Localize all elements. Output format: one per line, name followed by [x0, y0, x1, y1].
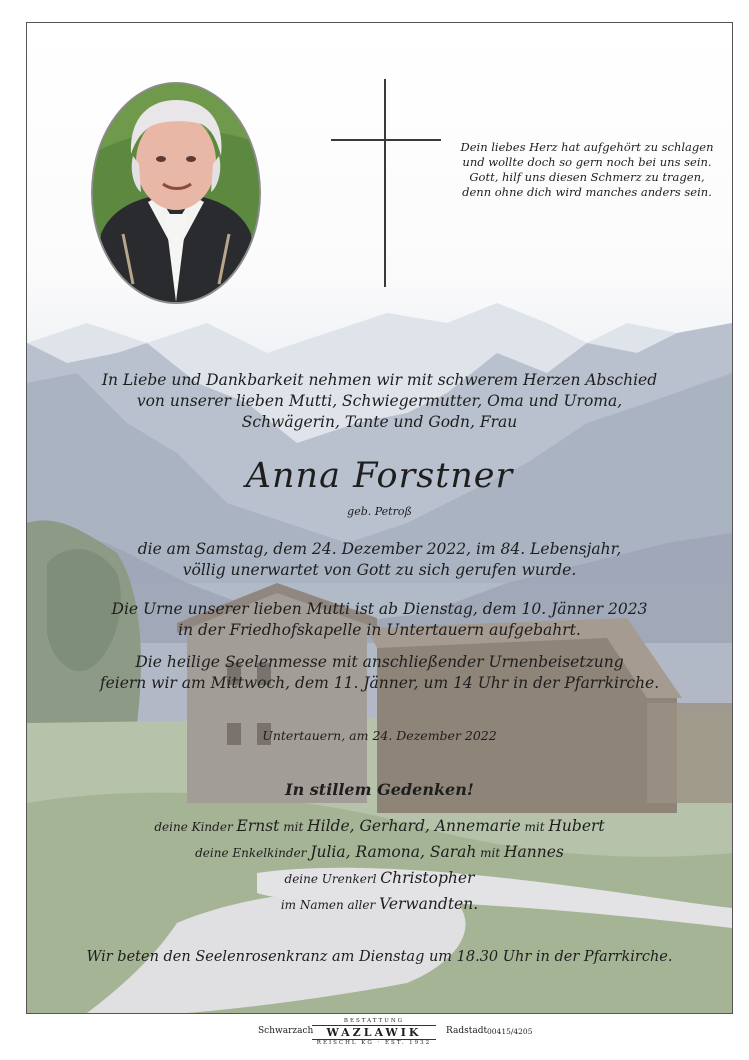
logo-top-text: BESTATTUNG: [343, 1018, 405, 1024]
intro-line: Schwägerin, Tante und Godn, Frau: [241, 413, 518, 431]
funeral-home-logo: [312, 1018, 436, 1047]
partner-name: Hubert: [548, 817, 605, 835]
birth-name: geb. Petroß: [347, 505, 412, 518]
intro-text: [27, 370, 732, 433]
memorial-verse: [447, 140, 727, 200]
conjunction: mit: [480, 846, 501, 860]
footer-location-left: Schwarzach: [258, 1026, 314, 1036]
family-list: [27, 814, 732, 918]
family-prefix: deine Kinder: [154, 820, 233, 834]
obituary-card: [26, 22, 733, 1014]
notice-line: die am Samstag, dem 24. Dezember 2022, im 84. Lebensjahr,: [137, 540, 622, 558]
child-names: Hilde, Gerhard, Annemarie: [307, 817, 521, 835]
footer-reference-number: 00415/4205: [487, 1027, 533, 1036]
death-notice: [27, 539, 732, 581]
grandchild-names: Julia, Ramona, Sarah: [310, 843, 477, 861]
verse-line: Gott, hilf uns diesen Schmerz zu tragen,: [469, 170, 705, 184]
footer-location-right: Radstadt: [446, 1026, 488, 1036]
notice-line: in der Friedhofskapelle in Untertauern aufgebahrt.: [178, 621, 581, 639]
grandchildren-line: [27, 840, 732, 866]
notice-line: völlig unerwartet von Gott zu sich gerufen wurde.: [182, 561, 577, 579]
notice-line: feiern wir am Mittwoch, dem 11. Jänner, um 14 Uhr in der Pfarrkirche.: [99, 674, 660, 692]
intro-line: von unserer lieben Mutti, Schwiegermutter, Oma und Uroma,: [136, 392, 623, 410]
child-name: Ernst: [236, 817, 280, 835]
verse-line: Dein liebes Herz hat aufgehört zu schlagen: [460, 140, 714, 154]
portrait-photo: [91, 82, 261, 304]
conjunction: mit: [524, 820, 545, 834]
verse-line: und wollte doch so gern noch bei uns sein.: [462, 155, 712, 169]
notice-line: Die Urne unserer lieben Mutti ist ab Dienstag, dem 10. Jänner 2023: [111, 600, 648, 618]
family-prefix: im Namen aller: [280, 898, 376, 912]
verse-line: denn ohne dich wird manches anders sein.: [462, 185, 712, 199]
cross-icon: [331, 79, 441, 287]
mass-notice: [27, 652, 732, 694]
deceased-name: Anna Forstner: [245, 456, 514, 496]
place-date: Untertauern, am 24. Dezember 2022: [262, 728, 497, 743]
children-line: [27, 814, 732, 840]
conjunction: mit: [283, 820, 304, 834]
notice-line: Die heilige Seelenmesse mit anschließender Urnenbeisetzung: [135, 653, 624, 671]
great-grandchildren-line: [27, 866, 732, 892]
logo-brand-text: WAZLAWIK: [312, 1025, 436, 1040]
rosary-notice: Wir beten den Seelenrosenkranz am Dienstag um 18.30 Uhr in der Pfarrkirche.: [86, 949, 673, 965]
urn-notice: [27, 599, 732, 641]
relatives-word: Verwandten.: [379, 895, 479, 913]
family-prefix: deine Enkelkinder: [195, 846, 307, 860]
remembrance-heading: In stillem Gedenken!: [285, 780, 474, 799]
logo-bottom-text: REISCHL KG · EST. 1932: [316, 1040, 432, 1046]
relatives-line: [27, 892, 732, 918]
partner-name: Hannes: [504, 843, 564, 861]
great-grandchild-name: Christopher: [380, 869, 475, 887]
funeral-home-footer: [0, 1018, 749, 1048]
family-prefix: deine Urenkerl: [284, 872, 377, 886]
intro-line: In Liebe und Dankbarkeit nehmen wir mit schwerem Herzen Abschied: [101, 371, 658, 389]
